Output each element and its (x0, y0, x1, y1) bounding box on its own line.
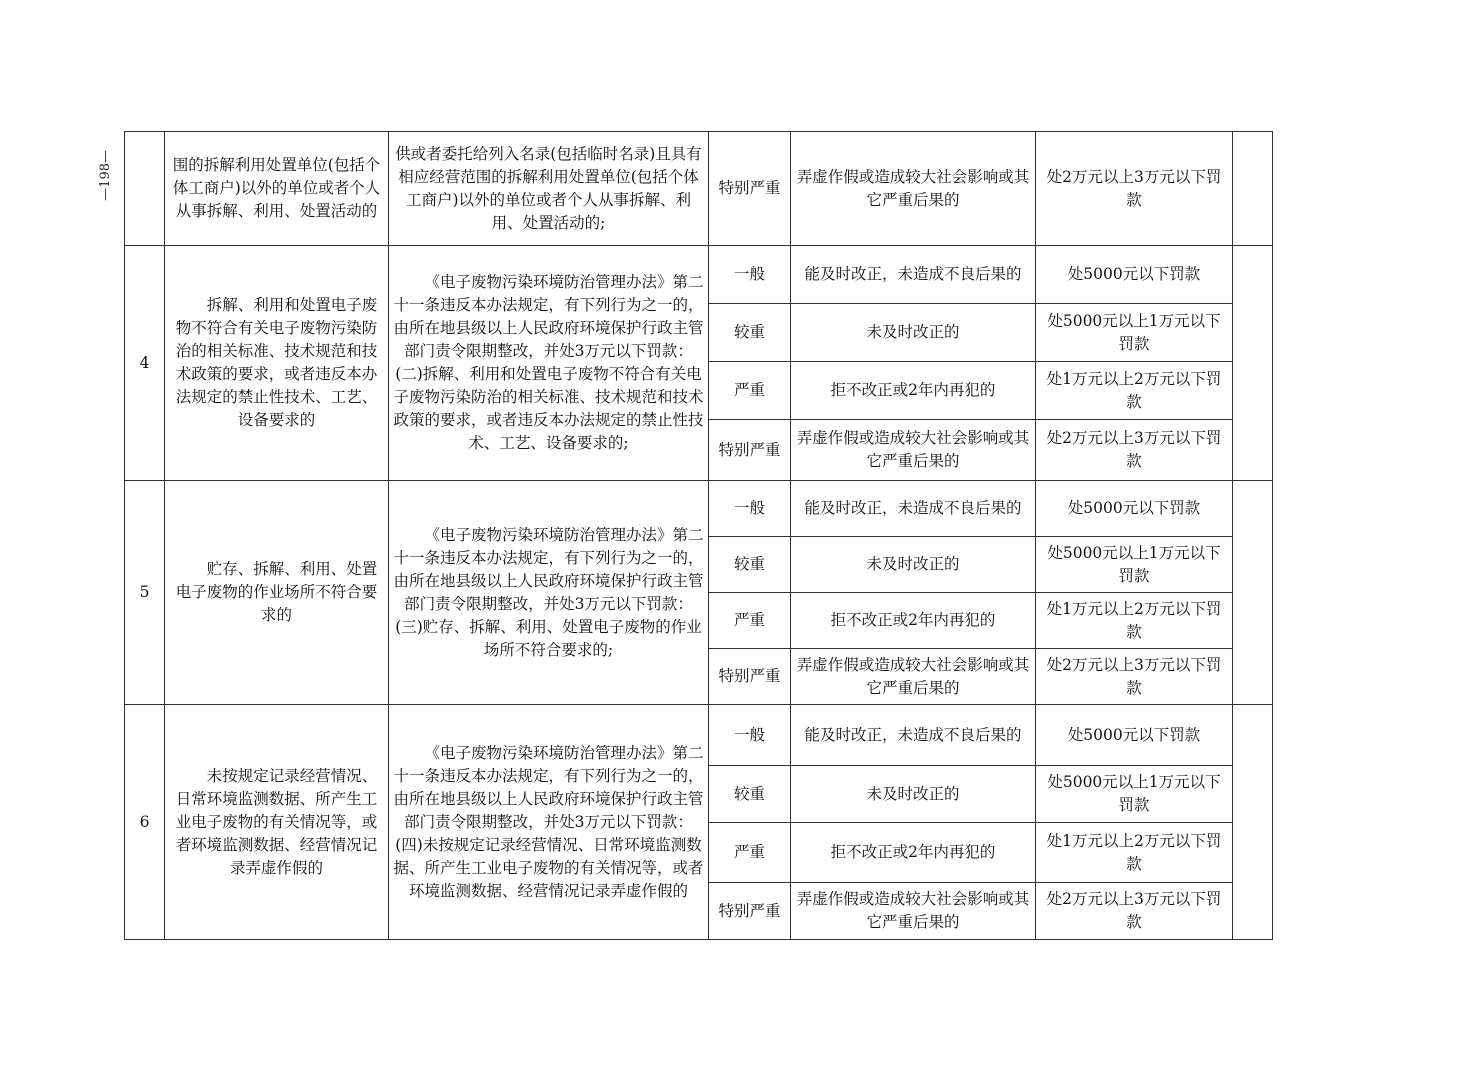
row-number: 6 (125, 705, 165, 940)
remarks-cell (1233, 246, 1273, 481)
penalty: 处1万元以上2万元以下罚款 (1036, 823, 1233, 883)
penalty: 处1万元以上2万元以下罚款 (1036, 593, 1233, 649)
legal-basis: 供或者委托给列入名录(包括临时名录)且具有相应经营范围的拆解利用处置单位(包括个体工商户)以外的单位或者个人从事拆解、利用、处置活动的; (389, 132, 709, 246)
penalty: 处5000元以上1万元以下罚款 (1036, 537, 1233, 593)
penalty: 处5000元以下罚款 (1036, 481, 1233, 537)
severity-level: 严重 (709, 823, 791, 883)
penalty: 处1万元以上2万元以下罚款 (1036, 362, 1233, 420)
legal-basis: 《电子废物污染环境防治管理办法》第二十一条违反本办法规定，有下列行为之一的，由所在地县级以上人民政府环境保护行政主管部门责令限期整改，并处3万元以下罚款：(三)贮存、拆解、利用、处置电子废物的作业场所不符合要求的; (389, 481, 709, 705)
severity-level: 特别严重 (709, 420, 791, 481)
row-number (125, 132, 165, 246)
severity-level: 一般 (709, 481, 791, 537)
violation-description: 贮存、拆解、利用、处置电子废物的作业场所不符合要求的 (165, 481, 389, 705)
situation: 拒不改正或2年内再犯的 (791, 593, 1036, 649)
penalty-table (124, 131, 1273, 940)
penalty: 处2万元以上3万元以下罚款 (1036, 883, 1233, 940)
violation-description: 围的拆解利用处置单位(包括个体工商户)以外的单位或者个人从事拆解、利用、处置活动的 (165, 132, 389, 246)
penalty: 处2万元以上3万元以下罚款 (1036, 132, 1233, 246)
penalty: 处5000元以下罚款 (1036, 246, 1233, 304)
situation: 未及时改正的 (791, 304, 1036, 362)
situation: 能及时改正，未造成不良后果的 (791, 246, 1036, 304)
situation: 弄虚作假或造成较大社会影响或其它严重后果的 (791, 420, 1036, 481)
legal-basis: 《电子废物污染环境防治管理办法》第二十一条违反本办法规定，有下列行为之一的，由所在地县级以上人民政府环境保护行政主管部门责令限期整改，并处3万元以下罚款：(二)拆解、利用和处置电子废物不符合有关电子废物污染防治的相关标准、技术规范和技术政策的要求，或者违反本办法规定的禁止性技术、工艺、设备要求的; (389, 246, 709, 481)
table-row (125, 481, 1273, 537)
violation-description: 未按规定记录经营情况、日常环境监测数据、所产生工业电子废物的有关情况等，或者环境监测数据、经营情况记录弄虚作假的 (165, 705, 389, 940)
situation: 弄虚作假或造成较大社会影响或其它严重后果的 (791, 649, 1036, 705)
severity-level: 一般 (709, 705, 791, 766)
violation-description: 拆解、利用和处置电子废物不符合有关电子废物污染防治的相关标准、技术规范和技术政策的要求，或者违反本办法规定的禁止性技术、工艺、设备要求的 (165, 246, 389, 481)
remarks-cell (1233, 132, 1273, 246)
table-row (125, 246, 1273, 304)
situation: 拒不改正或2年内再犯的 (791, 362, 1036, 420)
table-row (125, 132, 1273, 246)
severity-level: 特别严重 (709, 649, 791, 705)
situation: 拒不改正或2年内再犯的 (791, 823, 1036, 883)
situation: 能及时改正，未造成不良后果的 (791, 481, 1036, 537)
severity-level: 一般 (709, 246, 791, 304)
severity-level: 较重 (709, 537, 791, 593)
situation: 未及时改正的 (791, 766, 1036, 823)
page-number: —198— (98, 150, 113, 201)
penalty: 处2万元以上3万元以下罚款 (1036, 420, 1233, 481)
severity-level: 较重 (709, 766, 791, 823)
situation: 能及时改正，未造成不良后果的 (791, 705, 1036, 766)
situation: 未及时改正的 (791, 537, 1036, 593)
penalty: 处5000元以下罚款 (1036, 705, 1233, 766)
penalty: 处5000元以上1万元以下罚款 (1036, 766, 1233, 823)
severity-level: 严重 (709, 362, 791, 420)
legal-basis: 《电子废物污染环境防治管理办法》第二十一条违反本办法规定，有下列行为之一的，由所在地县级以上人民政府环境保护行政主管部门责令限期整改，并处3万元以下罚款：(四)未按规定记录经营情况、日常环境监测数据、所产生工业电子废物的有关情况等，或者环境监测数据、经营情况记录弄虚作假的 (389, 705, 709, 940)
situation: 弄虚作假或造成较大社会影响或其它严重后果的 (791, 883, 1036, 940)
severity-level: 特别严重 (709, 883, 791, 940)
row-number: 4 (125, 246, 165, 481)
penalty: 处2万元以上3万元以下罚款 (1036, 649, 1233, 705)
severity-level: 较重 (709, 304, 791, 362)
penalty: 处5000元以上1万元以下罚款 (1036, 304, 1233, 362)
row-number: 5 (125, 481, 165, 705)
situation: 弄虚作假或造成较大社会影响或其它严重后果的 (791, 132, 1036, 246)
remarks-cell (1233, 705, 1273, 940)
severity-level: 严重 (709, 593, 791, 649)
remarks-cell (1233, 481, 1273, 705)
severity-level: 特别严重 (709, 132, 791, 246)
table-row (125, 705, 1273, 766)
